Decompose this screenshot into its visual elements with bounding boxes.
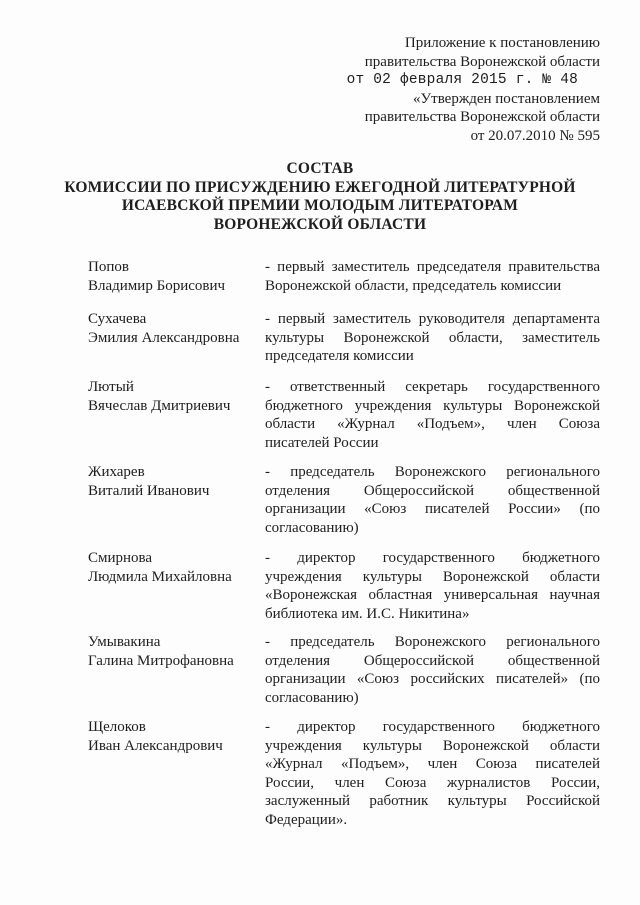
member-given-names: Иван Александрович xyxy=(88,737,223,754)
member-name xyxy=(88,310,256,347)
member-given-names: Владимир Борисович xyxy=(88,277,226,294)
member-role xyxy=(265,258,600,295)
approval-header xyxy=(300,34,600,145)
title-line-4: ВОРОНЕЖСКОЙ ОБЛАСТИ xyxy=(213,215,427,233)
member-surname: Смирнова xyxy=(88,550,153,566)
member-role-line: бюджетного учреждения культуры Воронежской xyxy=(265,397,600,414)
decree-date-number: от 02 февраля 2015 г. № 48 xyxy=(346,72,578,88)
member-role-line: области «Журнал «Подъем», член Союза xyxy=(265,416,600,433)
member-role xyxy=(265,633,600,707)
title-line-3: ИСАЕВСКОЙ ПРЕМИИ МОЛОДЫМ ЛИТЕРАТОРАМ xyxy=(121,197,519,214)
member-role-line: «Воронежская областная универсальная научная xyxy=(265,587,600,604)
member-surname: Попов xyxy=(88,259,129,275)
member-role-line: библиотека им. И.С. Никитина» xyxy=(265,605,470,622)
member-name xyxy=(88,258,256,295)
member-role xyxy=(265,378,600,452)
member-surname: Сухачева xyxy=(88,311,147,327)
appendix-line-2: правительства Воронежской области xyxy=(364,53,600,70)
member-role-line: писателей России xyxy=(265,434,379,451)
member-role xyxy=(265,549,600,623)
member-role-line: организации «Союз российских писателей» (по xyxy=(265,671,600,688)
member-role-line: - директор государственного бюджетного xyxy=(265,550,600,566)
member-role-line: отделения Общероссийской общественной xyxy=(265,482,600,499)
member-role-line: - первый заместитель руководителя департамента xyxy=(265,311,600,327)
member-role-line: председателя комиссии xyxy=(265,348,414,365)
member-name xyxy=(88,378,256,415)
member-given-names: Эмилия Александровна xyxy=(88,329,240,346)
appendix-line-1: Приложение к постановлению xyxy=(404,35,600,51)
member-surname: Щелоков xyxy=(88,719,146,735)
member-role xyxy=(265,463,600,537)
member-role-line: культуры Воронежской области, заместитель xyxy=(265,329,600,346)
member-name xyxy=(88,549,256,586)
approved-line-3: от 20.07.2010 № 595 xyxy=(470,127,600,144)
member-role-line: учреждения культуры Воронежской области xyxy=(265,737,600,754)
member-surname: Жихарев xyxy=(88,464,145,480)
member-role-line: согласованию) xyxy=(265,519,359,536)
member-role-line: - директор государственного бюджетного xyxy=(265,719,600,735)
member-role-line: - ответственный секретарь государственного xyxy=(265,379,600,395)
document-title xyxy=(0,160,640,234)
approved-line-2: правительства Воронежской области xyxy=(364,109,600,125)
approved-line-1: «Утвержден постановлением xyxy=(413,90,600,107)
member-name xyxy=(88,633,256,670)
member-surname: Лютый xyxy=(88,379,134,395)
member-role-line: «Журнал «Подъем», член Союза писателей xyxy=(265,756,600,773)
member-given-names: Виталий Иванович xyxy=(88,482,210,499)
member-role xyxy=(265,310,600,366)
member-role-line: организации «Союз писателей России» (по xyxy=(265,501,600,518)
title-line-2: КОМИССИИ ПО ПРИСУЖДЕНИЮ ЕЖЕГОДНОЙ ЛИТЕРАТУРНОЙ xyxy=(64,178,576,196)
member-role-line: учреждения культуры Воронежской области xyxy=(265,568,600,585)
member-role-line: Воронежской области, председатель комиссии xyxy=(265,277,562,294)
member-surname: Умывакина xyxy=(88,634,161,650)
member-given-names: Людмила Михайловна xyxy=(88,568,232,585)
member-name xyxy=(88,463,256,500)
member-role-line: отделения Общероссийской общественной xyxy=(265,652,600,669)
member-role-line: - председатель Воронежского регионального xyxy=(265,634,600,650)
member-role-line: - председатель Воронежского регионального xyxy=(265,464,600,480)
member-role xyxy=(265,718,600,830)
member-role-line: - первый заместитель председателя правительства xyxy=(265,259,600,275)
member-role-line: согласованию) xyxy=(265,689,359,706)
member-given-names: Вячеслав Дмитриевич xyxy=(88,397,231,414)
title-line-1: СОСТАВ xyxy=(286,160,354,177)
member-role-line: заслуженный работник культуры Российской xyxy=(265,793,600,810)
member-given-names: Галина Митрофановна xyxy=(88,652,234,669)
member-role-line: Федерации». xyxy=(265,811,348,828)
member-name xyxy=(88,718,256,755)
member-role-line: России, член Союза журналистов России, xyxy=(265,774,600,791)
